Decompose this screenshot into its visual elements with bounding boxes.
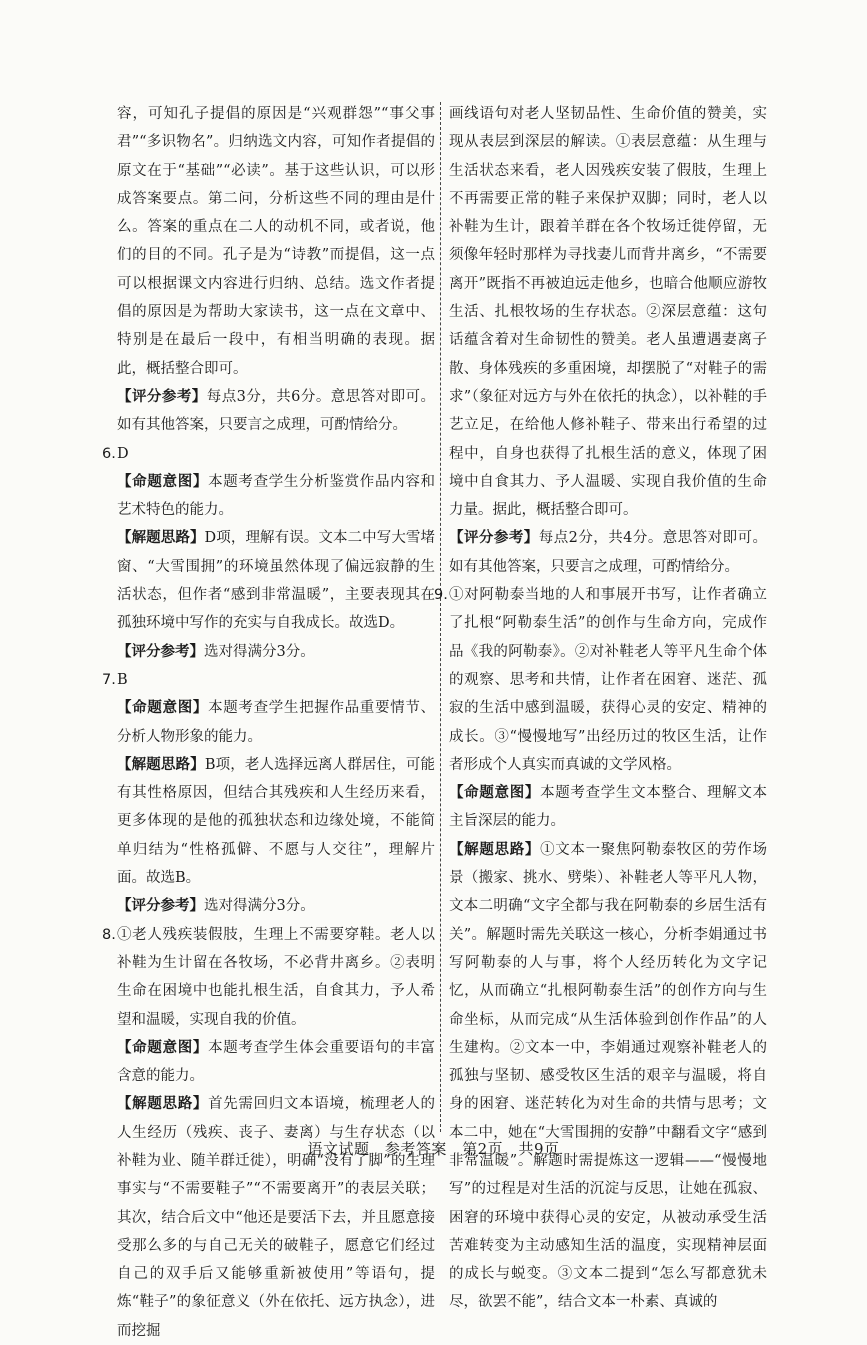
q9-number: 9.: [434, 587, 448, 604]
intent-tag: 【命题意图】: [117, 699, 209, 717]
q9-answer: [434, 581, 767, 779]
right-column: [434, 100, 768, 1317]
scoring-tag: 【评分参考】: [117, 387, 207, 405]
paragraph-q8-scoring: [449, 524, 767, 581]
paragraph-q5-analysis-continued: 容，可知孔子提倡的原因是“兴观群怨”“事父事君”“多识物名”。归纳选文内容，可知作者提倡的原文在于“基础”“必读”。基于这些认识，可以形成答案要点。第二问，分析这些不同的理由是什么。答案的重点在二人的动机不同，或者说，他们的目的不同。孔子是为“诗教”而提倡，这一点可以根据课文内容进行归纳、总结。选文作者提倡的原因是为帮助大家读书，这一点在文章中、特别是在最后一段中，有相当明确的表现。据此，概括整合即可。: [117, 106, 435, 377]
scoring-text: 选对得满分3分。: [204, 898, 315, 915]
intent-text: 本题考查学生分析鉴赏作品内容和艺术特色的能力。: [117, 473, 436, 519]
intent-text: 本题考查学生把握作品重要情节、分析人物形象的能力。: [117, 700, 436, 745]
idea-text: D项，理解有误。文本二中写大雪堵窗、“大雪围拥”的环境虽然体现了偏远寂静的生活状态，但作者“感到非常温暖”，主要表现其在孤独环境中写作的充实与自我成长。故选D。: [117, 530, 436, 632]
intent-tag: 【命题意图】: [117, 472, 209, 490]
q6-idea: [117, 524, 435, 637]
q7-number: 7.: [102, 671, 116, 688]
q6-intent: [117, 468, 435, 525]
question-8: [102, 921, 436, 1345]
q7-answer-line: [102, 666, 435, 694]
intent-tag: 【命题意图】: [117, 1038, 209, 1056]
q8-number: 8.: [102, 926, 116, 943]
q8-answer: [102, 921, 435, 1034]
q7-intent: [117, 694, 435, 751]
q6-answer-line: [102, 440, 435, 468]
footer-total-pages: 共9页: [518, 1140, 560, 1158]
scoring-tag: 【评分参考】: [117, 897, 204, 915]
q9-idea: [449, 836, 767, 1317]
scoring-text: 每点3分，共6分。意思答对即可。如有其他答案，只要言之成理，可酌情给分。: [117, 388, 436, 434]
idea-tag: 【解题思路】: [117, 755, 205, 773]
paragraph-q5-scoring: [117, 383, 435, 440]
q6-answer: D: [117, 445, 129, 462]
q8-answer-text: ①老人残疾装假肢，生理上不需要穿鞋。老人以补鞋为生计留在各牧场，不必背井离乡。②表明生命在困境中也能扎根生活，自食其力，予人希望和温暖，实现自我的价值。: [117, 926, 435, 1028]
scoring-text: 选对得满分3分。: [204, 643, 315, 660]
footer-page-number: 第2页: [462, 1140, 504, 1158]
question-6: [102, 440, 436, 666]
q7-answer: B: [117, 671, 128, 688]
scoring-tag: 【评分参考】: [117, 642, 204, 660]
q9-answer-text: ①对阿勒泰当地的人和事展开书写，让作者确立了扎根“阿勒泰生活”的创作与生命方向，完成作品《我的阿勒泰》。②对补鞋老人等平凡生命个体的观察、思考和共情，让作者在困窘、迷茫、孤寂的生活中感到温暖，获得心灵的安定、精神的成长。③“慢慢地写”出经历过的牧区生活，让作者形成个人真实而真诚的文学风格。: [449, 587, 767, 773]
question-7: [102, 666, 436, 921]
idea-tag: 【解题思路】: [117, 1095, 209, 1113]
q7-idea: [117, 751, 435, 892]
page-footer: [0, 1138, 867, 1159]
q8-intent: [117, 1034, 435, 1091]
q8-idea: [117, 1090, 435, 1345]
question-9: [434, 581, 768, 1317]
intent-text: 本题考查学生体会重要语句的丰富含意的能力。: [117, 1039, 436, 1085]
idea-text: B项，老人选择远离人群居住，可能有其性格原因，但结合其残疾和人生经历来看，更多体现的是他的孤独状态和边缘处境，不能简单归结为“性格孤僻、不愿与人交往”，理解片面。故选B。: [117, 756, 435, 887]
scoring-text: 每点2分，共4分。意思答对即可。如有其他答案，只要言之成理，可酌情给分。: [449, 530, 768, 575]
q6-number: 6.: [102, 445, 116, 462]
paragraph-q8-idea-continued: 画线语句对老人坚韧品性、生命价值的赞美，实现从表层到深层的解读。①表层意蕴：从生理与生活状态来看，老人因残疾安装了假肢，生理上不再需要正常的鞋子来保护双脚；同时，老人以补鞋为生计，跟着羊群在各个牧场迁徙停留，无须像年轻时那样为寻找妻儿而背井离乡，“不需要离开”既指不再被迫远走他乡，也暗合他顺应游牧生活、扎根牧场的生存状态。②深层意蕴：这句话蕴含着对生命韧性的赞美。老人虽遭遇妻离子散、身体残疾的多重困境，却摆脱了“对鞋子的需求”（象征对远方与外在依托的执念），以补鞋的手艺立足，在给他人修补鞋子、带来出行希望的过程中，自身也获得了扎根生活的意义，体现了困境中自食其力、予人温暖、实现自我价值的生命力量。据此，概括整合即可。: [449, 106, 767, 519]
intent-tag: 【命题意图】: [449, 784, 541, 802]
footer-doc: 参考答案: [384, 1140, 447, 1158]
column-divider: [440, 102, 441, 1132]
scoring-tag: 【评分参考】: [449, 529, 539, 547]
footer-subject: 语文试题: [307, 1140, 370, 1158]
q7-score: [117, 892, 435, 920]
idea-text: ①文本一聚焦阿勒泰牧区的劳作场景（搬家、挑水、劈柴）、补鞋老人等平凡人物，文本二明确“文字全都与我在阿勒泰的乡居生活有关”。解题时需先关联这一核心，分析李娟通过书写阿勒泰的人与事，将个人经历转化为文字记忆，从而确立“扎根阿勒泰生活”的创作方向与生命坐标，从而完成“从生活体验到创作作品”的人生建构。②文本一中，李娟通过观察补鞋老人的孤独与坚韧、感受牧区生活的艰辛与温暖，将自身的困窘、迷茫转化为对生命的共情与思考；文本二中，她在“大雪围拥的安静”中翻看文字“感到非常温暖”。解题时需提炼这一逻辑——“慢慢地写”的过程是对生活的沉淀与反思，让她在孤寂、困窘的环境中获得心灵的安定，从被动承受生活苦难转变为主动感知生活的温度，实现精神层面的成长与蜕变。③文本二提到“怎么写都意犹未尽，欲罢不能”，结合文本一朴素、真诚的: [449, 841, 768, 1311]
q6-score: [117, 638, 435, 666]
q9-intent: [449, 779, 767, 836]
intent-text: 本题考查学生文本整合、理解文本主旨深层的能力。: [449, 785, 768, 830]
idea-tag: 【解题思路】: [117, 529, 205, 547]
idea-tag: 【解题思路】: [449, 840, 541, 858]
idea-text: 首先需回归文本语境，梳理老人的人生经历（残疾、丧子、妻离）与生存状态（以补鞋为业、随羊群迁徙），明确“没有了脚”的生理事实与“不需要鞋子”“不需要离开”的表层关联；其次，结合后文中“他还是要活下去，并且愿意接受那么多的与自己无关的破鞋子，愿意它们经过自己的双手后又能够重新被使用”等语句，提炼“鞋子”的象征意义（外在依托、远方执念），进而挖掘: [117, 1096, 436, 1339]
